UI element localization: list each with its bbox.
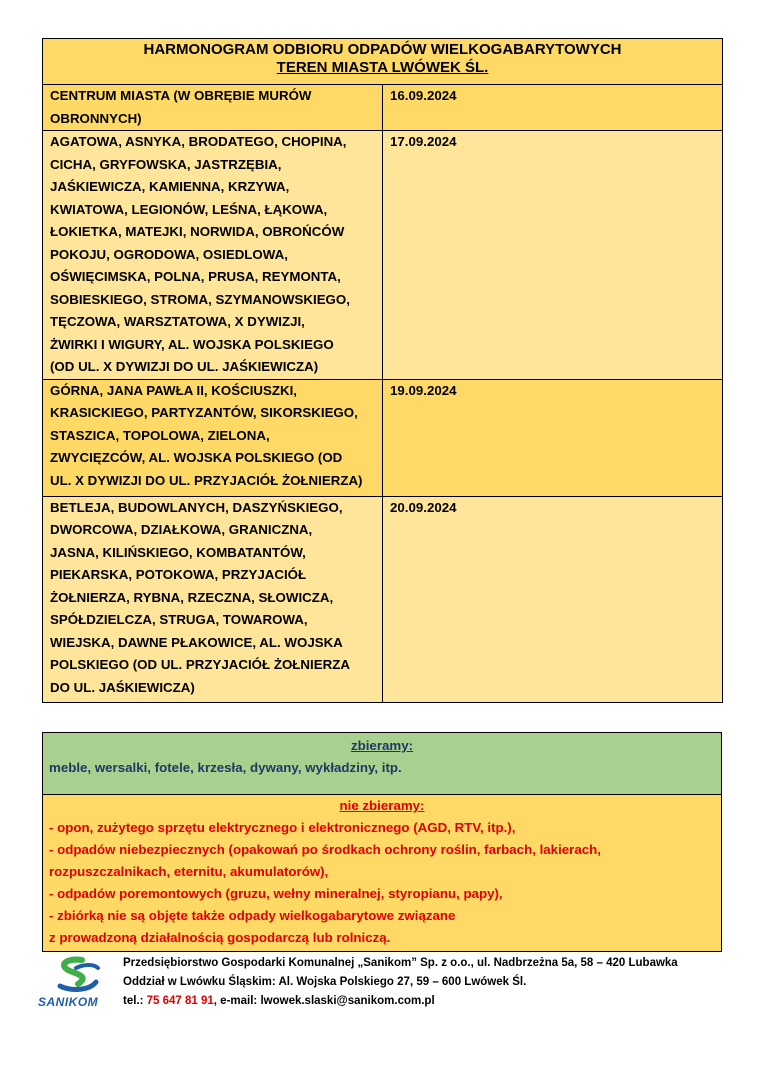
streets-line: JAŚKIEWICZA, KAMIENNA, KRZYWA, (50, 179, 290, 194)
collected-items: meble, wersalki, fotele, krzesła, dywany, wykładziny, itp. (49, 760, 402, 775)
streets-line: STASZICA, TOPOLOWA, ZIELONA, (50, 427, 270, 443)
tel-label: tel.: (123, 995, 147, 1007)
streets-line: ZWYCIĘZCÓW, AL. WOJSKA POLSKIEGO (OD (50, 450, 343, 465)
streets-line: DO UL. JAŚKIEWICZA) (50, 679, 195, 695)
streets-line: ŻWIRKI I WIGURY, AL. WOJSKA POLSKIEGO (50, 336, 334, 352)
email-label: , e-mail: (213, 995, 261, 1007)
streets-line: OŚWIĘCIMSKA, POLNA, PRUSA, REYMONTA, (50, 269, 341, 284)
phone-number: 75 647 81 91 (146, 995, 214, 1007)
streets-cell (43, 131, 383, 380)
streets-line: ŻOŁNIERZA, RYBNA, RZECZNA, SŁOWICZA, (50, 589, 334, 605)
date-cell: 16.09.2024 (383, 85, 723, 131)
streets-line: CENTRUM MIASTA (W OBRĘBIE MURÓW (50, 88, 312, 103)
title-subtitle: TEREN MIASTA LWÓWEK ŚL. (276, 59, 489, 76)
streets-line: PIEKARSKA, POTOKOWA, PRZYJACIÓŁ (50, 567, 307, 582)
streets-line: OBRONNYCH) (50, 110, 142, 126)
collection-info-table (42, 732, 722, 952)
not-collected-line: - odpadów niebezpiecznych (opakowań po środkach ochrony roślin, farbach, lakierach, (49, 842, 601, 857)
email-address: lwowek.slaski@sanikom.com.pl (260, 995, 435, 1007)
streets-line: AGATOWA, ASNYKA, BRODATEGO, CHOPINA, (50, 134, 347, 149)
company-line: Przedsiębiorstwo Gospodarki Komunalnej „Sanikom” Sp. z o.o., ul. Nadbrzeżna 5a, 58 – 420 Lubawka (123, 957, 678, 969)
not-collected-line: - odpadów poremontowych (gruzu, wełny mineralnej, styropianu, papy), (49, 886, 503, 901)
streets-line: UL. X DYWIZJI DO UL. PRZYJACIÓŁ ŻOŁNIERZA) (50, 472, 363, 488)
not-collected-line: - opon, zużytego sprzętu elektrycznego i elektronicznego (AGD, RTV, itp.), (49, 820, 516, 835)
streets-line: POLSKIEGO (OD UL. PRZYJACIÓŁ ŻOŁNIERZA (50, 657, 350, 672)
schedule-row (43, 131, 723, 380)
collected-box (43, 733, 722, 795)
logo-text: SANIKOM (38, 995, 99, 1009)
streets-line: WIEJSKA, DAWNE PŁAKOWICE, AL. WOJSKA (50, 634, 343, 650)
not-collected-box (43, 795, 722, 952)
streets-cell (43, 85, 383, 131)
streets-cell (43, 496, 383, 702)
date-cell: 17.09.2024 (383, 131, 723, 380)
streets-line: DWORCOWA, DZIAŁKOWA, GRANICZNA, (50, 522, 313, 537)
date-cell: 20.09.2024 (383, 496, 723, 702)
not-collected-line: - zbiórką nie są objęte także odpady wielkogabarytowe związane (49, 908, 456, 923)
footer (38, 952, 728, 1012)
streets-line: KRASICKIEGO, PARTYZANTÓW, SIKORSKIEGO, (50, 405, 358, 420)
streets-line: SPÓŁDZIELCZA, STRUGA, TOWAROWA, (50, 612, 308, 627)
schedule-row (43, 496, 723, 702)
company-info (123, 954, 678, 1011)
contact-line (123, 992, 678, 1011)
streets-line: JASNA, KILIŃSKIEGO, KOMBATANTÓW, (50, 544, 306, 560)
not-collected-line: z prowadzoną działalnością gospodarczą lub rolniczą. (49, 930, 391, 945)
collected-heading: zbieramy: (350, 738, 414, 753)
streets-line: ŁOKIETKA, MATEJKI, NORWIDA, OBROŃCÓW (50, 224, 345, 239)
schedule-title (43, 39, 723, 85)
streets-line: KWIATOWA, LEGIONÓW, LEŚNA, ŁĄKOWA, (50, 201, 328, 217)
schedule-row (43, 379, 723, 496)
streets-cell (43, 379, 383, 496)
streets-line: CICHA, GRYFOWSKA, JASTRZĘBIA, (50, 156, 282, 172)
streets-line: TĘCZOWA, WARSZTATOWA, X DYWIZJI, (50, 314, 305, 329)
not-collected-heading: nie zbieramy: (339, 798, 425, 813)
sanikom-logo-icon (38, 956, 118, 996)
branch-line: Oddział w Lwówku Śląskim: Al. Wojska Polskiego 27, 59 – 600 Lwówek Śl. (123, 976, 527, 988)
schedule-row (43, 85, 723, 131)
streets-line: BETLEJA, BUDOWLANYCH, DASZYŃSKIEGO, (50, 499, 343, 515)
title-main: HARMONOGRAM ODBIORU ODPADÓW WIELKOGABARYTOWYCH (143, 41, 622, 58)
sanikom-logo (38, 956, 118, 1012)
streets-line: GÓRNA, JANA PAWŁA II, KOŚCIUSZKI, (50, 382, 297, 398)
streets-line: POKOJU, OGRODOWA, OSIEDLOWA, (50, 246, 288, 262)
streets-line: (OD UL. X DYWIZJI DO UL. JAŚKIEWICZA) (50, 359, 319, 374)
date-cell: 19.09.2024 (383, 379, 723, 496)
streets-line: SOBIESKIEGO, STROMA, SZYMANOWSKIEGO, (50, 291, 350, 307)
schedule-table (42, 38, 723, 703)
not-collected-line: rozpuszczalnikach, eternitu, akumulatorów), (49, 864, 329, 879)
